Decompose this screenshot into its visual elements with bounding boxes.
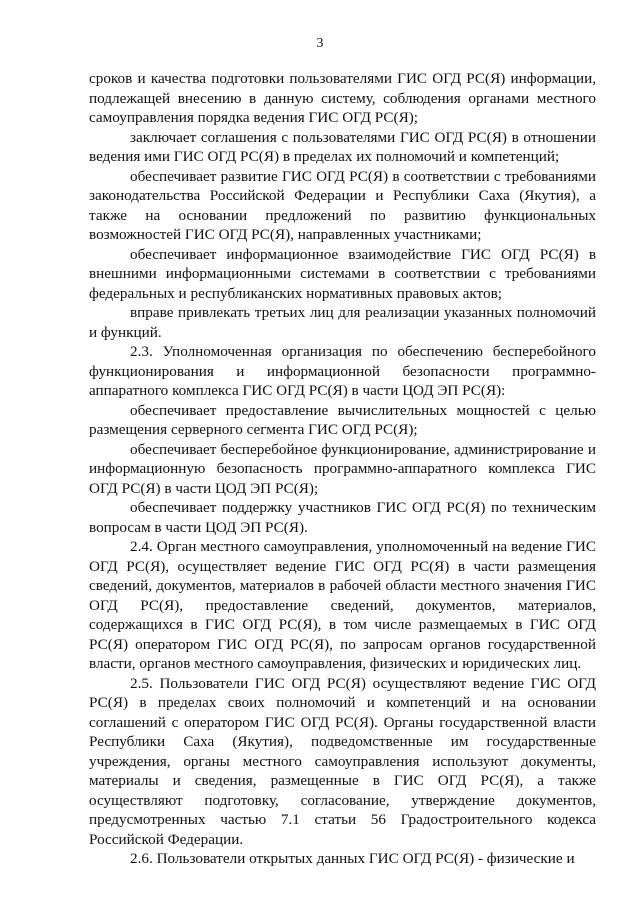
page-number: 3 <box>316 36 324 51</box>
document-body <box>89 69 596 869</box>
paragraph-2-4: 2.4. Орган местного самоуправления, уполномоченный на ведение ГИС ОГД РС(Я), осуществляет ведение ГИС ОГД РС(Я) в части размещения сведений, документов, материалов в рабочей области местного значения ГИС ОГД РС(Я), предоставление сведений, документов, материалов, содержащихся в ГИС ОГД РС(Я), в том числе размещаемых в ГИС ОГД РС(Я) оператором ГИС ОГД РС(Я), по запросам органов государственной власти, органов местного самоуправления, физических и юридических лиц. <box>89 538 596 672</box>
paragraph-development: обеспечивает развитие ГИС ОГД РС(Я) в соответствии с требованиями законодательства Российской Федерации и Республики Саха (Якутия), а также на основании предложений по развитию функциональных возможностей ГИС ОГД РС(Я), направленных участниками; <box>89 167 596 243</box>
paragraph-2-5: 2.5. Пользователи ГИС ОГД РС(Я) осуществляют ведение ГИС ОГД РС(Я) в пределах своих полномочий и компетенций и на основании соглашений с оператором ГИС ОГД РС(Я). Органы государственной власти Республики Саха (Якутия), подведомственные им государственные учреждения, органы местного самоуправления используют документы, материалы и сведения, размещенные в ГИС ОГД РС(Я), а также осуществляют подготовку, согласование, утверждение документов, предусмотренных частью 7.1 статьи 56 Градостроительного кодекса Российской Федерации. <box>89 674 596 848</box>
paragraph-2-6: 2.6. Пользователи открытых данных ГИС ОГД РС(Я) - физические и <box>130 850 575 867</box>
paragraph-computing-power: обеспечивает предоставление вычислительных мощностей с целью размещения серверного сегмента ГИС ОГД РС(Я); <box>89 401 596 438</box>
paragraph-agreements: заключает соглашения с пользователями ГИС ОГД РС(Я) в отношении ведения ими ГИС ОГД РС(Я) в пределах их полномочий и компетенций; <box>89 128 596 165</box>
paragraph-continuation: сроков и качества подготовки пользователями ГИС ОГД РС(Я) информации, подлежащей внесению в данную систему, соблюдения органами местного самоуправления порядка ведения ГИС ОГД РС(Я); <box>89 70 596 126</box>
paragraph-interaction: обеспечивает информационное взаимодействие ГИС ОГД РС(Я) в внешними информационными системами в соответствии с требованиями федеральных и республиканских нормативных правовых актов; <box>89 245 596 302</box>
paragraph-third-parties: вправе привлекать третьих лиц для реализации указанных полномочий и функций. <box>89 304 596 341</box>
paragraph-continuous-operation: обеспечивает бесперебойное функционирование, администрирование и информационную безопасность программно-аппаратного комплекса ГИС ОГД РС(Я) в части ЦОД ЭП РС(Я); <box>89 440 596 497</box>
paragraph-support: обеспечивает поддержку участников ГИС ОГД РС(Я) по техническим вопросам в части ЦОД ЭП РС(Я). <box>89 499 596 536</box>
paragraph-2-3: 2.3. Уполномоченная организация по обеспечению бесперебойного функционирования и информационной безопасности программно-аппаратного комплекса ГИС ОГД РС(Я) в части ЦОД ЭП РС(Я): <box>89 343 596 399</box>
